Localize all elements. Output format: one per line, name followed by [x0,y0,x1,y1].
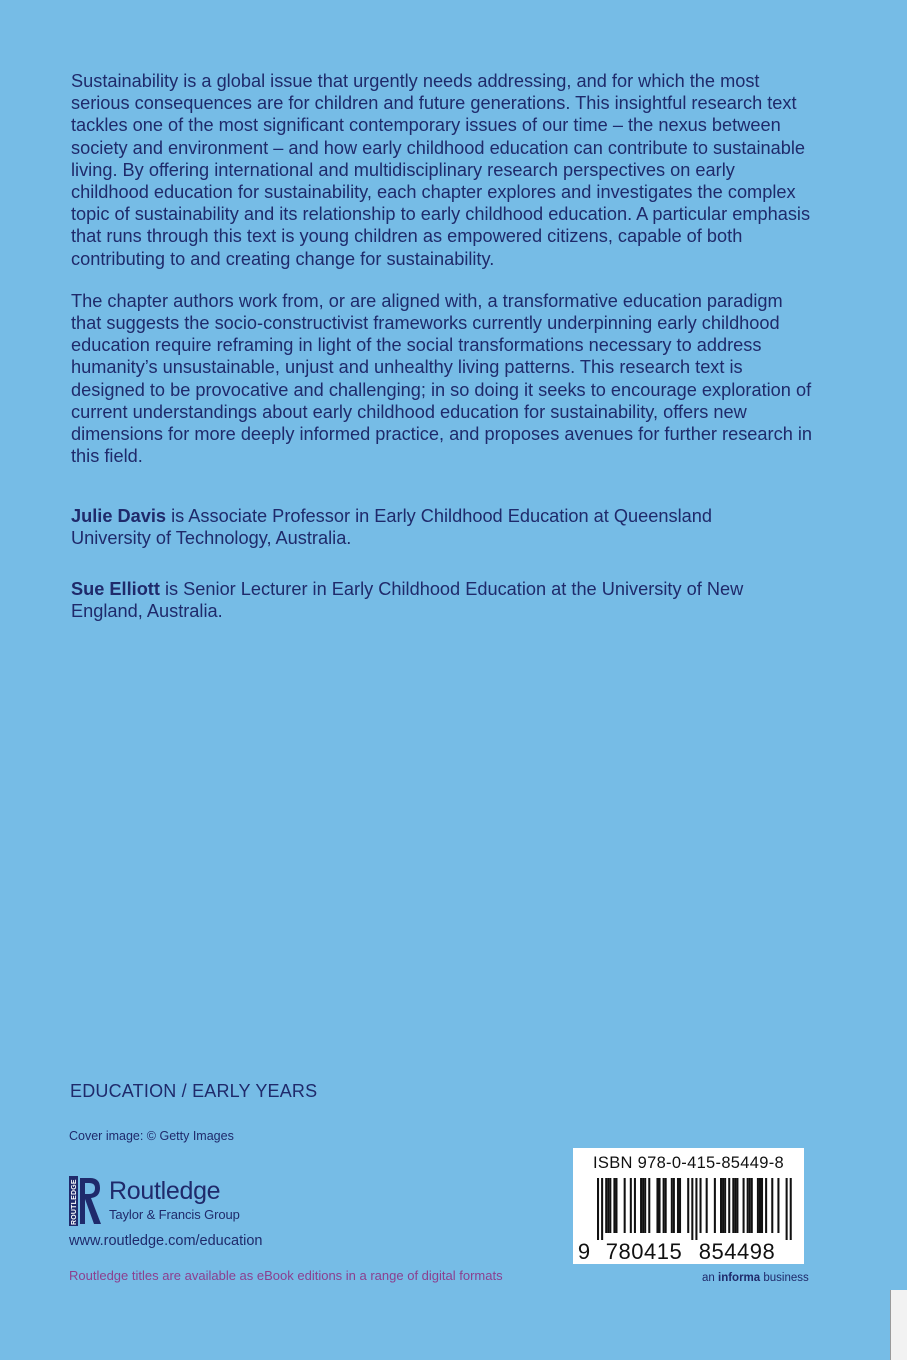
barcode-bar [700,1178,702,1233]
barcode-bar [648,1178,650,1233]
barcode-bar [624,1178,626,1233]
barcode-bar [714,1178,716,1233]
informa-prefix: an [702,1272,718,1284]
barcode-bar [724,1178,726,1233]
barcode-bar [673,1178,675,1233]
author-name-1: Julie Davis [71,506,167,526]
barcode-bar [601,1178,603,1240]
barcode-bar [679,1178,681,1233]
barcode-bar [757,1178,759,1233]
barcode-bar [722,1178,724,1233]
barcode-bar [644,1178,646,1233]
blurb-paragraph-2: The chapter authors work from, or are aligned with, a transformative education paradigm that suggests the socio-constructivist frameworks currently underpinning early childhood education require reframing in light of the social transformations necessary to address humanity’s unsustainable, unjust and unhealthy living patterns. This research text is designed to be provocative and challenging; in so doing it seeks to encourage exploration of current understandings about early childhood education for sustainability, offers new dimensions for more deeply informed practice, and proposes avenues for further research in this field. [71,290,813,467]
barcode-bars [573,1148,804,1264]
barcode-bar [656,1178,658,1233]
barcode-bar [736,1178,738,1233]
back-cover-blurb [71,70,816,487]
barcode-bar [749,1178,751,1233]
barcode-bar [777,1178,779,1233]
page-edge-strip [890,1290,907,1360]
publisher-mark-text: ROUTLEDGE [71,1179,79,1225]
barcode-bar [695,1178,697,1240]
publisher-group: Taylor & Francis Group [109,1207,240,1222]
isbn-label: ISBN 978-0-415-85449-8 [593,1154,784,1172]
author-bio-2 [71,578,771,622]
informa-brand: informa [718,1272,761,1284]
author-name-2: Sue Elliott [71,579,160,599]
barcode-bar [613,1178,615,1233]
barcode-bar [640,1178,642,1233]
barcode-bar [597,1178,599,1240]
routledge-mark-icon [69,1176,103,1226]
barcode-bar [659,1178,661,1233]
publisher-logo [69,1174,289,1228]
barcode-bar [609,1178,611,1233]
publisher-name: Routledge [109,1177,221,1205]
barcode-bar [786,1178,788,1240]
barcode-bar [761,1178,763,1233]
barcode-bar [771,1178,773,1233]
informa-business-label [702,1272,809,1284]
isbn-barcode [573,1148,804,1264]
author-bio-text-2: is Senior Lecturer in Early Childhood Education at the University of New England, Australia. [71,579,744,622]
barcode-bar [765,1178,767,1233]
subject-category: EDUCATION / EARLY YEARS [70,1081,318,1101]
barcode-bar [706,1178,708,1233]
barcode-bar [634,1178,636,1233]
barcode-bar [728,1178,730,1233]
ebook-availability-note: Routledge titles are available as eBook editions in a range of digital formats [69,1268,503,1283]
barcode-bar [734,1178,736,1233]
barcode-bar [671,1178,673,1233]
barcode-bar [759,1178,761,1233]
publisher-website-link[interactable]: www.routledge.com/education [69,1233,263,1249]
barcode-bar [751,1178,753,1233]
barcode-bar [663,1178,665,1233]
barcode-bar [687,1178,689,1233]
informa-suffix: business [760,1272,809,1284]
barcode-bar [743,1178,745,1233]
blurb-paragraph-1: Sustainability is a global issue that urgently needs addressing, and for which the most serious consequences are for children and future generations. This insightful research text tackles one of the most significant contemporary issues of our time – the nexus between society and environment – and how early childhood education can contribute to sustainable living. By offering international and multidisciplinary research perspectives on early childhood education for sustainability, each chapter explores and investigates the complex topic of sustainability and its relationship to early childhood education. A particular emphasis that runs through this text is young children as empowered citizens, capable of both contributing to and creating change for sustainability. [71,71,811,269]
barcode-bar [732,1178,734,1233]
barcode-bar [630,1178,632,1233]
barcode-right-digits: 854498 [698,1239,776,1264]
author-bio-text-1: is Associate Professor in Early Childhood Education at Queensland University of Technology, Australia. [71,506,712,549]
barcode-bar [747,1178,749,1233]
barcode-bar [607,1178,609,1233]
barcode-bar [615,1178,617,1233]
barcode-bar [642,1178,644,1233]
author-bio-1 [71,505,771,549]
barcode-bar [665,1178,667,1233]
cover-image-credit: Cover image: © Getty Images [69,1129,234,1143]
barcode-bar [605,1178,607,1233]
barcode-bar [790,1178,792,1240]
barcode-first-digit: 9 [577,1239,591,1264]
barcode-bar [691,1178,693,1240]
barcode-bar [720,1178,722,1233]
barcode-bar [677,1178,679,1233]
barcode-left-digits: 780415 [605,1239,683,1264]
